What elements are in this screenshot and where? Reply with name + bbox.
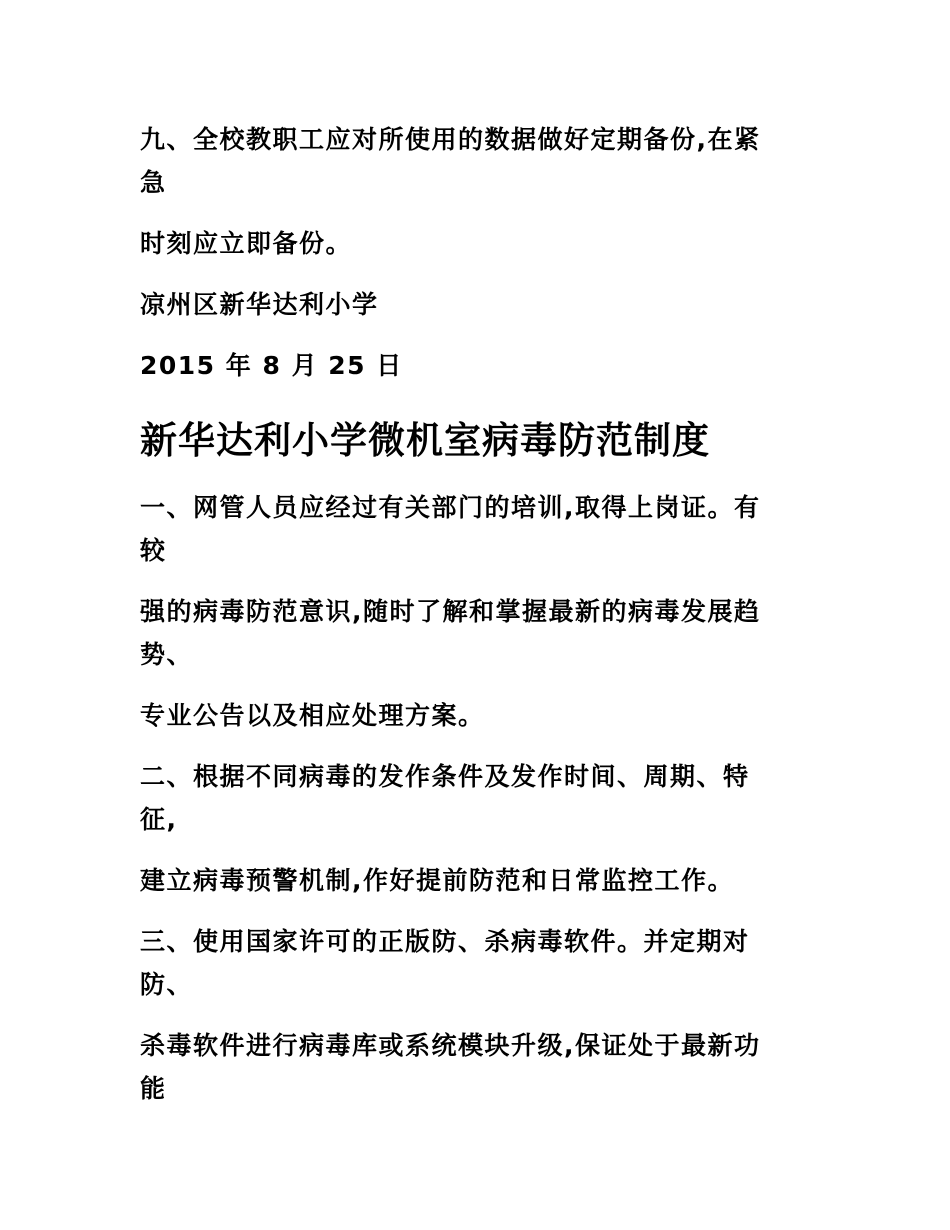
paragraph-line: 势、 xyxy=(140,640,194,669)
paragraph-line: 征, xyxy=(140,805,178,834)
date-line: 2015 年 8 月 25 日 xyxy=(140,351,403,380)
school-name: 凉州区新华达利小学 xyxy=(140,290,379,319)
paragraph-line: 强的病毒防范意识,随时了解和掌握最新的病毒发展趋 xyxy=(140,597,761,626)
paragraph-line: 专业公告以及相应处理方案。 xyxy=(140,701,485,730)
paragraph-line: 能 xyxy=(140,1074,167,1103)
paragraph-line: 急 xyxy=(140,168,167,197)
paragraph-line: 三、使用国家许可的正版防、杀病毒软件。并定期对 xyxy=(140,927,750,956)
paragraph-line: 杀毒软件进行病毒库或系统模块升级,保证处于最新功 xyxy=(140,1031,761,1060)
paragraph-line: 一、网管人员应经过有关部门的培训,取得上岗证。有 xyxy=(140,493,761,522)
paragraph-line: 较 xyxy=(140,536,167,565)
paragraph-line: 防、 xyxy=(140,970,194,999)
paragraph-line: 二、根据不同病毒的发作条件及发作时间、周期、特 xyxy=(140,762,750,791)
document-title: 新华达利小学微机室病毒防范制度 xyxy=(140,419,710,462)
paragraph-line: 时刻应立即备份。 xyxy=(140,229,353,258)
paragraph-line: 九、全校教职工应对所使用的数据做好定期备份,在紧 xyxy=(140,125,761,154)
paragraph-line: 建立病毒预警机制,作好提前防范和日常监控工作。 xyxy=(140,866,734,895)
